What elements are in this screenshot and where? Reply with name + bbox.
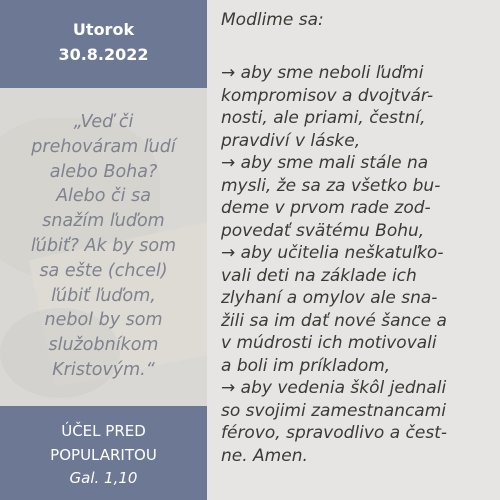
theme-panel (0, 406, 207, 500)
theme-line-1: ÚČEL PRED (61, 422, 146, 440)
date-label: 30.8.2022 (58, 45, 149, 64)
theme-line-2: POPULARITOU (50, 446, 157, 464)
background-photo (0, 88, 207, 406)
verse-reference-text: Gal. 1,10 (69, 469, 138, 487)
prayer-title: Modlime sa: (221, 10, 324, 30)
prayer-body: → aby sme neboli ľuďmi kompromisov a dvojtvár- nosti, ale priami, čestní, pravdiví v láske, → aby sme mali stále na mysli, že sa za všetko bu- deme v prvom rade zod- povedať svätému Bohu, → aby učitelia neškatuľko- vali deti na základe ich zlyhaní a omylov ale sna- žili sa im dať nové šance a v múdrosti ich motivovali a boli im príkladom, → aby vedenia škôl jednali so svojimi zamestnancami férovo, spravodlivo a čest- ne. Amen. (221, 63, 448, 466)
verse-reference (0, 469, 207, 487)
left-column (0, 0, 207, 500)
right-column (207, 0, 500, 500)
bible-quote: „Veď či prehováram ľudí alebo Boha? Alebo či sa snažím ľuďom ľúbiť? Ak by som sa ešte (chcel) ľúbiť ľuďom, nebol by som služobníkom Kristovým.“ (30, 112, 177, 380)
day-label: Utorok (72, 20, 135, 39)
date-panel (0, 0, 207, 88)
